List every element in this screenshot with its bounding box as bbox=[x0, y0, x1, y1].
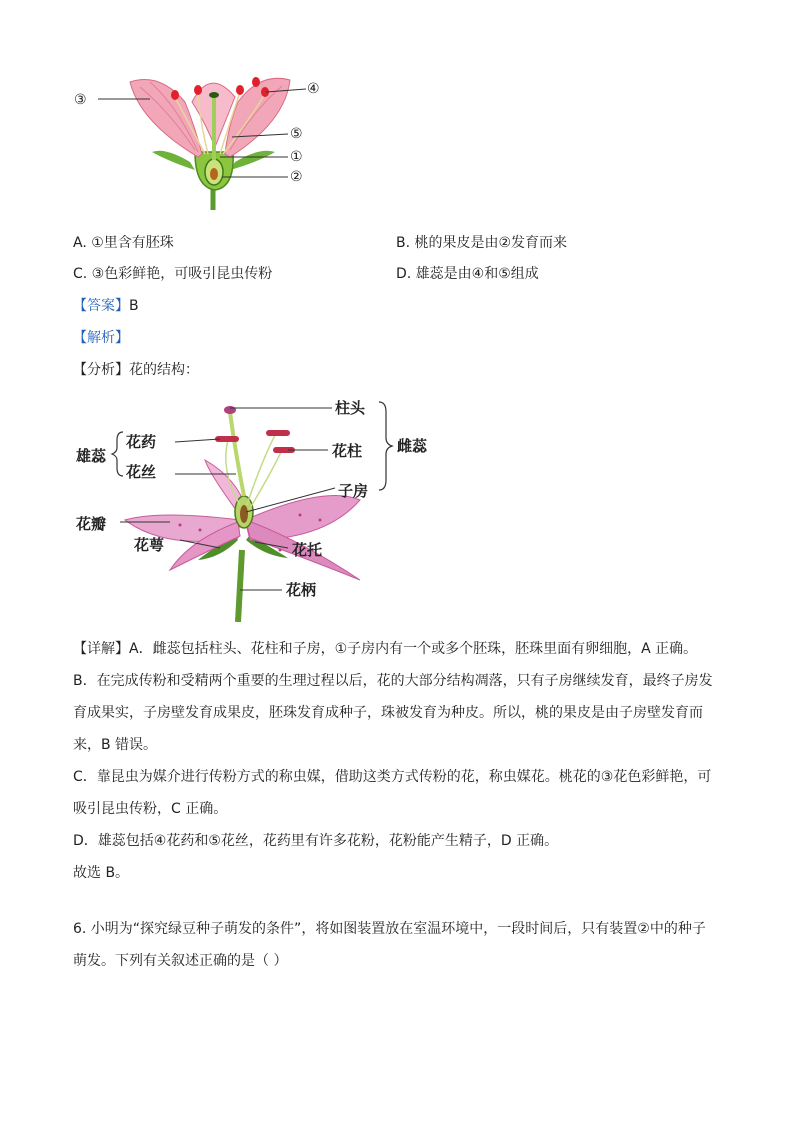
question-6-line-1: 6. 小明为“探究绿豆种子萌发的条件”，将如图装置放在室温环境中，一段时间后，只有装置②中的种子 bbox=[73, 921, 706, 937]
label-stigma: 柱头 bbox=[335, 399, 366, 417]
label-filament: ⑤ bbox=[290, 126, 303, 142]
detail-line-b2: 育成果实，子房壁发育成果皮，胚珠发育成种子，珠被发育为种皮。所以，桃的果皮是由子房壁发育而 bbox=[73, 705, 703, 721]
detail-line-b1: B．在完成传粉和受精两个重要的生理过程以后，花的大部分结构凋落，只有子房继续发育，最终子房发 bbox=[73, 673, 713, 689]
label-pedicel: 花柄 bbox=[286, 581, 317, 599]
detail-line-a bbox=[73, 633, 723, 665]
label-anther: ④ bbox=[307, 81, 320, 97]
detail-line-c1: C．靠昆虫为媒介进行传粉方式的称虫媒，借助这类方式传粉的花，称虫媒花。桃花的③花色彩鲜艳，可 bbox=[73, 769, 712, 785]
label-ovule: ② bbox=[290, 169, 303, 185]
label-sepal: 花萼 bbox=[134, 536, 165, 554]
label-petal: ③ bbox=[74, 92, 87, 108]
label-style: 花柱 bbox=[332, 442, 363, 460]
label-petal-2: 花瓣 bbox=[76, 515, 107, 533]
label-pistil: 雌蕊 bbox=[397, 437, 428, 455]
question-6 bbox=[73, 913, 723, 977]
detail-line-c2: 吸引昆虫传粉，C 正确。 bbox=[73, 801, 228, 817]
label-receptacle: 花托 bbox=[292, 541, 323, 559]
option-c: C. ③色彩鲜艳，可吸引昆虫传粉 bbox=[73, 266, 273, 282]
option-d: D. 雄蕊是由④和⑤组成 bbox=[396, 266, 539, 282]
analysis-tag: 【解析】 bbox=[73, 330, 129, 346]
label-stamen: 雄蕊 bbox=[76, 447, 107, 465]
detail-line-d: D．雄蕊包括④花药和⑤花丝，花药里有许多花粉，花粉能产生精子，D 正确。 bbox=[73, 833, 559, 849]
answer-tag: 【答案】 bbox=[73, 298, 129, 314]
detail-section bbox=[73, 633, 723, 889]
label-anther-2: 花药 bbox=[126, 433, 157, 451]
detail-conclusion: 故选 B。 bbox=[73, 865, 130, 881]
detail-tag: 【详解】 bbox=[73, 641, 129, 657]
answer-line bbox=[73, 296, 139, 316]
question-6-line-2: 萌发。下列有关叙述正确的是（ ） bbox=[73, 953, 288, 969]
answer-value: B bbox=[129, 298, 139, 314]
fenxi-text: 花的结构： bbox=[129, 362, 199, 378]
option-b: B. 桃的果皮是由②发育而来 bbox=[396, 235, 568, 251]
label-filament-2: 花丝 bbox=[126, 463, 157, 481]
option-a: A. ①里含有胚珠 bbox=[73, 235, 174, 251]
lily-flower-structure-diagram bbox=[70, 390, 450, 622]
label-ovary-2: 子房 bbox=[338, 482, 369, 500]
detail-line-a-text: A．雌蕊包括柱头、花柱和子房，①子房内有一个或多个胚珠，胚珠里面有卵细胞，A 正确。 bbox=[129, 641, 698, 657]
detail-line-b3: 来，B 错误。 bbox=[73, 737, 158, 753]
fenxi-tag: 【分析】 bbox=[73, 362, 129, 378]
label-ovary: ① bbox=[290, 149, 303, 165]
fenxi-line bbox=[73, 360, 199, 380]
